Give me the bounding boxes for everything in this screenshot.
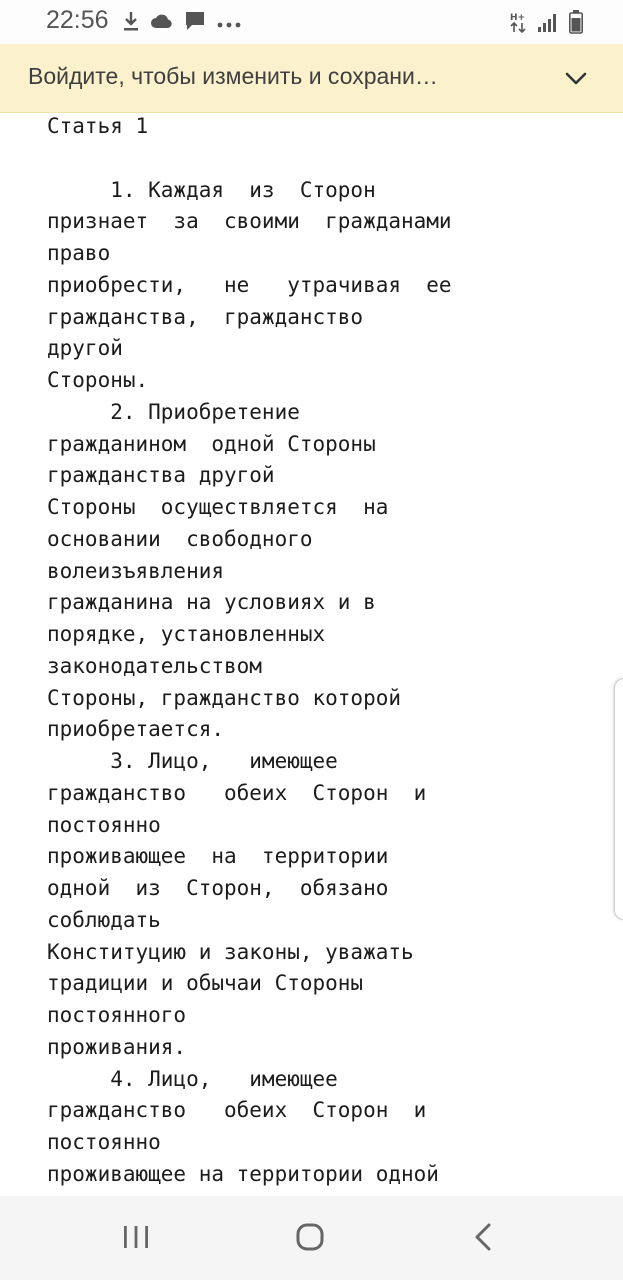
- document-line: традиции и обычаи Стороны: [47, 971, 364, 996]
- document-line: гражданство обеих Сторон и: [47, 780, 427, 805]
- document-line: гражданства другой: [47, 463, 275, 488]
- document-line: право: [47, 241, 111, 265]
- document-line: Статья 1: [47, 114, 149, 138]
- document-line: соблюдать: [47, 907, 161, 932]
- battery-icon: [569, 10, 583, 38]
- document-line: 1. Каждая из Сторон: [47, 177, 376, 202]
- document-line: Стороны, гражданство которой: [47, 685, 402, 710]
- document-line: постоянного: [47, 1003, 187, 1027]
- document-line: одной из Сторон, обязано: [47, 876, 389, 900]
- document-line: проживания.: [47, 1034, 187, 1059]
- document-line: законодательством: [47, 653, 262, 678]
- cloud-icon: [150, 12, 174, 34]
- document-line: Стороны.: [47, 368, 149, 392]
- back-icon: [469, 1222, 499, 1252]
- chevron-down-icon[interactable]: [562, 66, 590, 90]
- back-button[interactable]: [464, 1220, 504, 1254]
- document-line: гражданином одной Стороны: [47, 431, 376, 456]
- document-content: [47, 111, 607, 1196]
- download-icon: [122, 10, 140, 36]
- document-line: [47, 143, 607, 175]
- document-line: 2. Приобретение: [47, 399, 300, 424]
- sign-in-banner[interactable]: [0, 44, 623, 113]
- document-line: порядке, установленных: [47, 622, 326, 646]
- document-line: другой: [47, 336, 123, 361]
- navigation-bar: [0, 1196, 623, 1280]
- document-line: Стороны осуществляется на: [47, 495, 389, 519]
- document-line: гражданства, гражданство: [47, 304, 364, 329]
- document-line: приобрести, не утрачивая ее: [47, 272, 452, 297]
- document-line: проживающее на территории: [47, 844, 389, 869]
- status-time: 22:56: [46, 6, 109, 34]
- scrollbar-handle[interactable]: [614, 678, 623, 920]
- document-line: постоянно: [47, 1130, 161, 1154]
- home-icon: [295, 1222, 325, 1252]
- document-line: гражданство обеих Сторон и: [47, 1098, 427, 1123]
- network-updown-icon: [509, 11, 527, 37]
- recent-apps-button[interactable]: [116, 1220, 156, 1254]
- document-line: волеизъявления: [47, 558, 225, 583]
- document-line: 3. Лицо, имеющее: [47, 749, 338, 773]
- sign-in-banner-text: Войдите, чтобы изменить и сохрани…: [28, 63, 438, 89]
- document-line: Конституцию и законы, уважать: [47, 939, 414, 964]
- document-line: признает за своими гражданами: [47, 209, 452, 234]
- svg-text:H+: H+: [510, 13, 526, 23]
- message-icon: [184, 10, 206, 36]
- document-line: гражданина на условиях и в: [47, 590, 376, 615]
- document-line: постоянно: [47, 812, 161, 837]
- document-line: проживающее на территории одной: [47, 1161, 439, 1186]
- signal-icon: [537, 11, 559, 37]
- document-line: основании свободного: [47, 526, 313, 551]
- recent-apps-icon: [121, 1223, 151, 1251]
- document-line: 4. Лицо, имеющее: [47, 1066, 338, 1091]
- document-line: приобретается.: [47, 717, 225, 742]
- home-button[interactable]: [290, 1220, 330, 1254]
- more-dots-icon: [216, 14, 242, 33]
- status-bar: [0, 0, 623, 44]
